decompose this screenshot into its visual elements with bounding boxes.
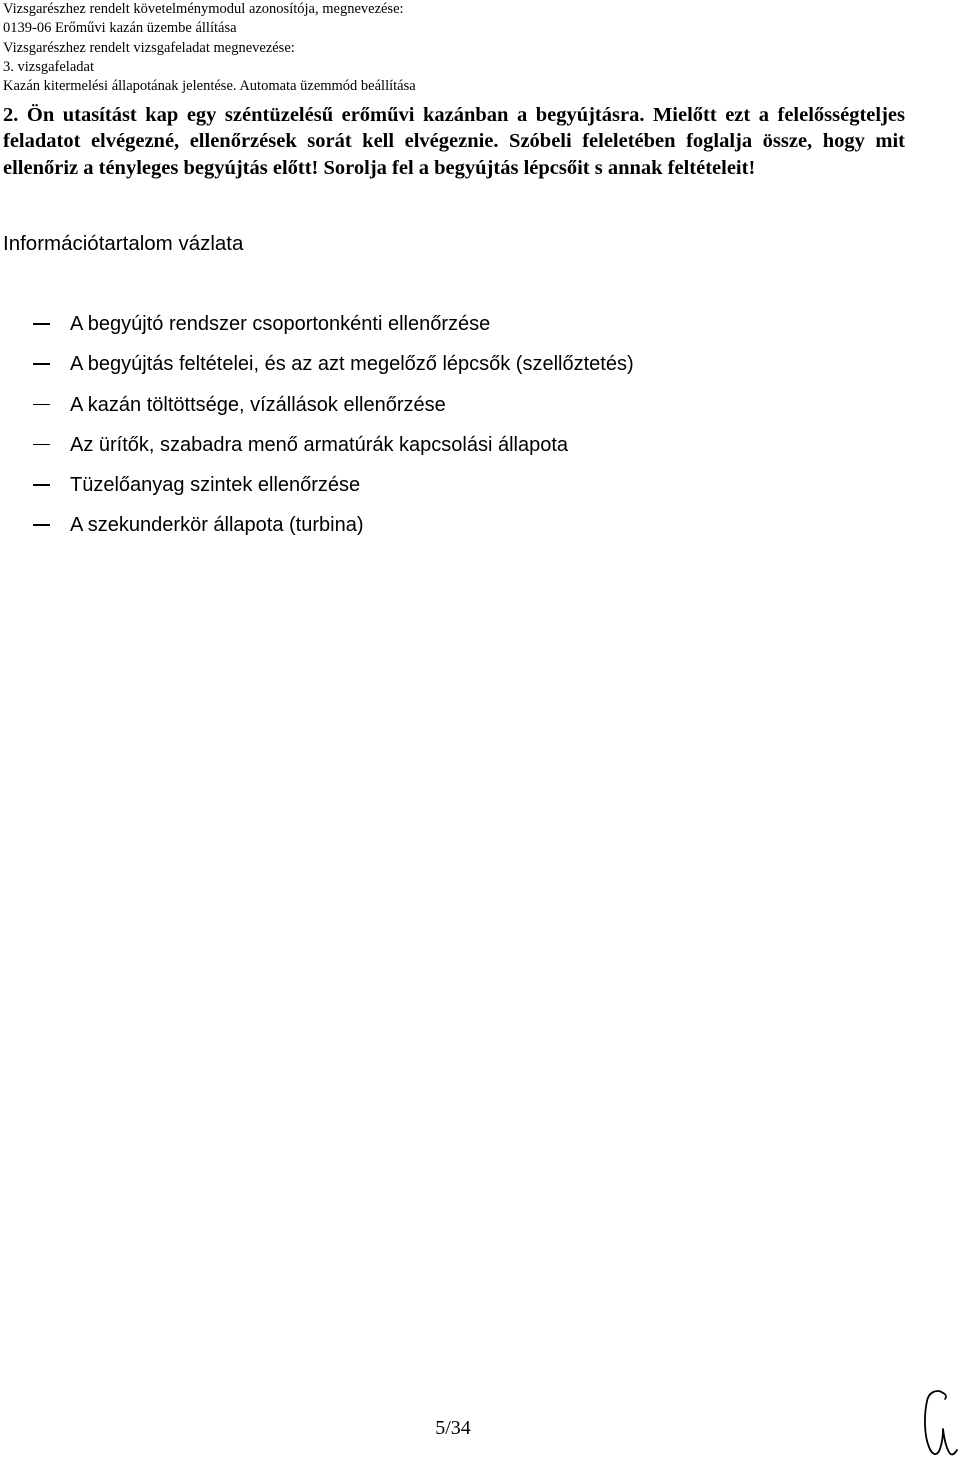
list-item-text: A kazán töltöttsége, vízállások ellenőrzése [70, 393, 446, 416]
page-number: 5/34 [435, 1417, 471, 1439]
header-line-task-number: 3. vizsgafeladat [3, 58, 94, 75]
list-item [0, 310, 940, 350]
dash-bullet-icon [33, 404, 50, 406]
list-item [0, 431, 940, 471]
list-item [0, 511, 940, 551]
list-item-text: A begyújtó rendszer csoportonkénti ellenőrzése [70, 313, 491, 335]
dash-bullet-icon [33, 484, 50, 486]
list-item [0, 350, 940, 390]
header-line-module-label: Vizsgarészhez rendelt követelménymodul azonosítója, megnevezése: [3, 1, 404, 17]
info-heading: Információtartalom vázlata [3, 232, 244, 255]
dash-bullet-icon [33, 524, 50, 526]
list-item-text: Tüzelőanyag szintek ellenőrzése [70, 474, 361, 497]
list-item [0, 471, 940, 511]
handwritten-signature-icon [916, 1385, 960, 1463]
document-header [3, 0, 953, 96]
header-line-task-name: Kazán kitermelési állapotának jelentése. Automata üzemmód beállítása [3, 78, 416, 95]
task-question: 2. Ön utasítást kap egy széntüzelésű erőművi kazánban a begyújtásra. Mielőtt ezt a felelősségteljes feladatot elvégezné, ellenőrzések sorát kell elvégeznie. Szóbeli feleletében foglalja össze, hogy mit ellenőriz a tényleges begyújtás előtt! Sorolja fel a begyújtás lépcsőit s annak feltételeit! [3, 104, 905, 179]
list-item-text: A szekunderkör állapota (turbina) [70, 514, 364, 537]
header-line-task-label: Vizsgarészhez rendelt vizsgafeladat megnevezése: [3, 39, 295, 56]
list-item-text: Az ürítők, szabadra menő armatúrák kapcsolási állapota [70, 433, 569, 456]
list-item [0, 391, 940, 431]
info-outline-list [0, 310, 940, 552]
dash-bullet-icon [33, 444, 50, 446]
dash-bullet-icon [33, 363, 50, 365]
header-line-module-name: 0139-06 Erőművi kazán üzembe állítása [3, 20, 237, 37]
dash-bullet-icon [33, 323, 50, 325]
list-item-text: A begyújtás feltételei, és az azt megelőző lépcsők (szellőztetés) [70, 353, 634, 376]
